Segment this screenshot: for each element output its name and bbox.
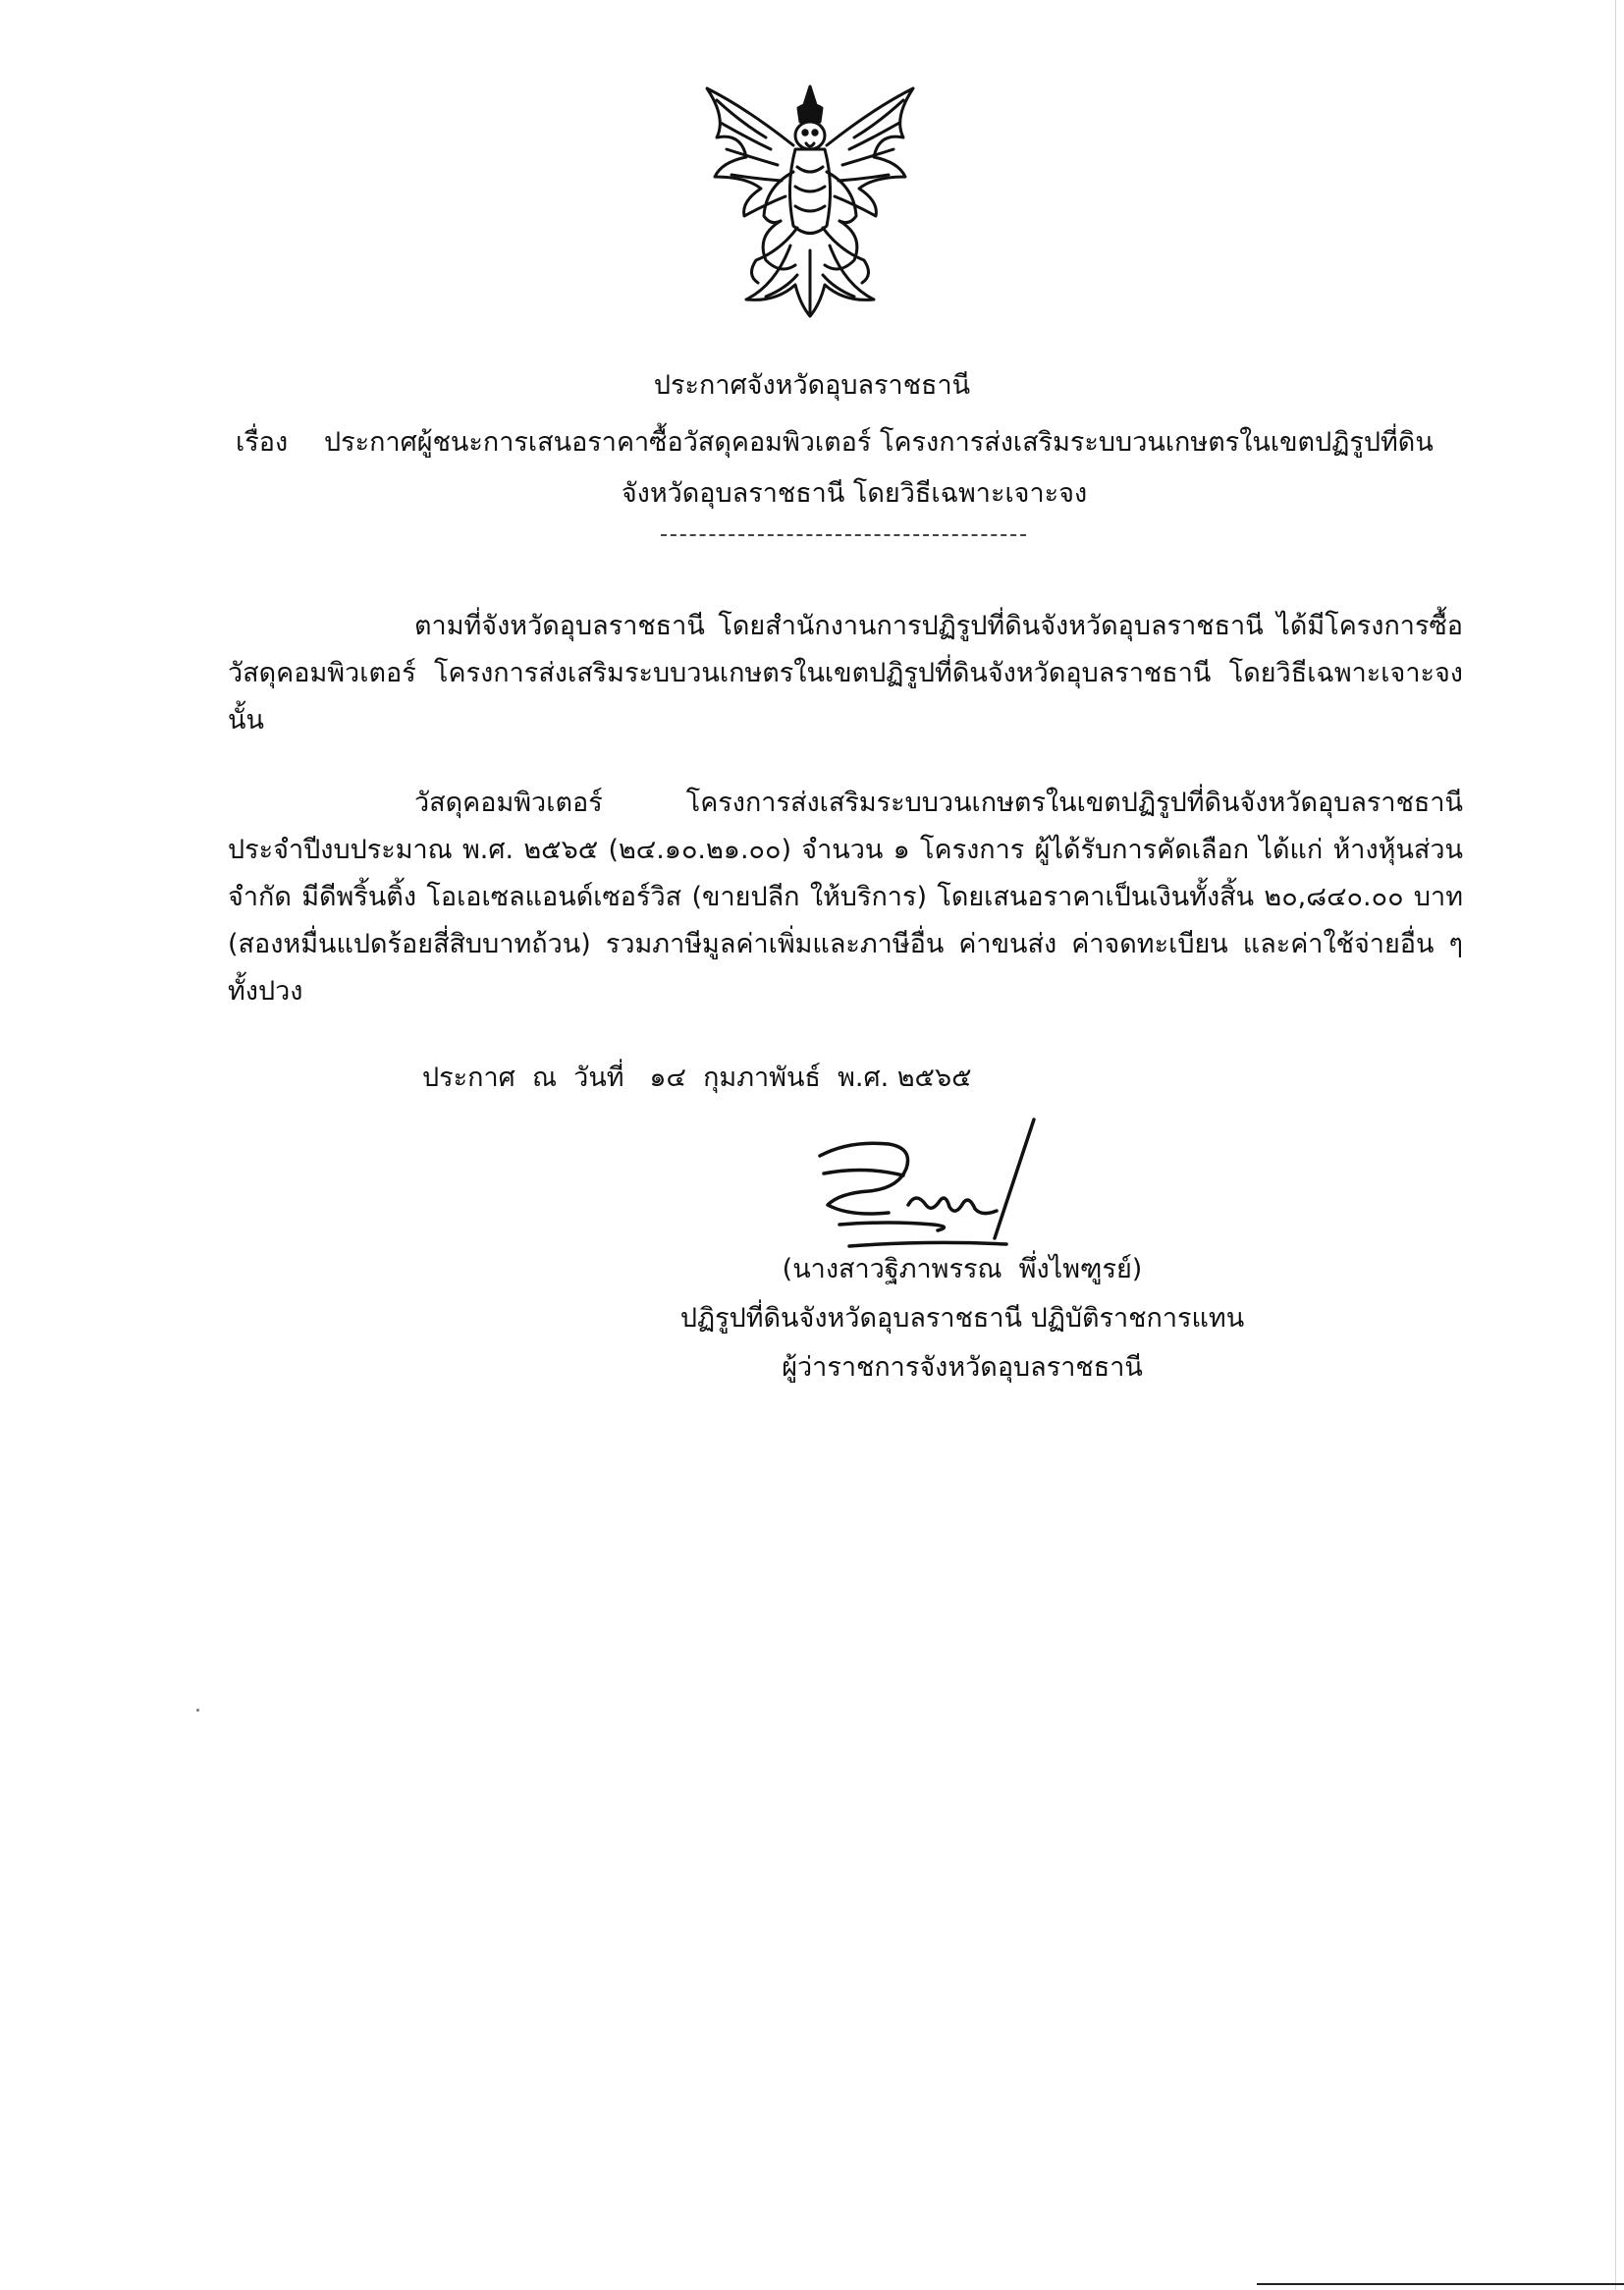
subject-line-1: ประกาศผู้ชนะการเสนอราคาซื้อวัสดุคอมพิวเตอร์ โครงการส่งเสริมระบบวนเกษตรในเขตปฏิรูปที่ดิน [324, 427, 1434, 458]
body-paragraph-2-text: วัสดุคอมพิวเตอร์ โครงการส่งเสริมระบบวนเกษตรในเขตปฏิรูปที่ดินจังหวัดอุบลราชธานี ประจำปีงบประมาณ พ.ศ. ๒๕๖๕ (๒๔.๑๐.๒๑.๐๐) จำนวน ๑ โครงการ ผู้ได้รับการคัดเลือก ได้แก่ ห้างหุ้นส่วนจำกัด มีดีพริ้นติ้ง โอเอเซลแอนด์เซอร์วิส (ขายปลีก ให้บริการ) โดยเสนอราคาเป็นเงินทั้งสิ้น ๒๐,๘๔๐.๐๐ บาท (สองหมื่นแปดร้อยสี่สิบบาทถ้วน) รวมภาษีมูลค่าเพิ่มและภาษีอื่น ค่าขนส่ง ค่าจดทะเบียน และค่าใช้จ่ายอื่น ๆ ทั้งปวง [228, 788, 1463, 1007]
scan-speck [196, 1709, 199, 1712]
signatory-name: (นางสาวฐิภาพรรณ พึ่งไพฑูรย์) [782, 1254, 1143, 1284]
body-paragraph-1-text: ตามที่จังหวัดอุบลราชธานี โดยสำนักงานการปฏิรูปที่ดินจังหวัดอุบลราชธานี ได้มีโครงการซื้อวัสดุคอมพิวเตอร์ โครงการส่งเสริมระบบวนเกษตรในเขตปฏิรูปที่ดินจังหวัดอุบลราชธานี โดยวิธีเฉพาะเจาะจง นั้น [228, 611, 1463, 736]
handwritten-signature [810, 1115, 1051, 1257]
subject-label: เรื่อง [236, 427, 289, 458]
announcement-date: ประกาศ ณ วันที่ ๑๔ กุมภาพันธ์ พ.ศ. ๒๕๖๕ [422, 1063, 972, 1093]
document-title: ประกาศจังหวัดอุบลราชธานี [653, 370, 971, 401]
body-paragraph-1 [228, 603, 1463, 744]
signatory-position-2: ผู้ว่าราชการจังหวัดอุบลราชธานี [782, 1352, 1143, 1383]
scan-bottom-edge [1257, 2283, 1624, 2285]
title-separator [661, 534, 1026, 536]
subject-line-2: จังหวัดอุบลราชธานี โดยวิธีเฉพาะเจาะจง [621, 478, 1088, 509]
signatory-position-1: ปฏิรูปที่ดินจังหวัดอุบลราชธานี ปฏิบัติราชการแทน [679, 1303, 1245, 1334]
garuda-emblem-icon [687, 79, 933, 324]
scan-edge-line [1615, 0, 1616, 2290]
body-paragraph-2 [228, 780, 1463, 1015]
